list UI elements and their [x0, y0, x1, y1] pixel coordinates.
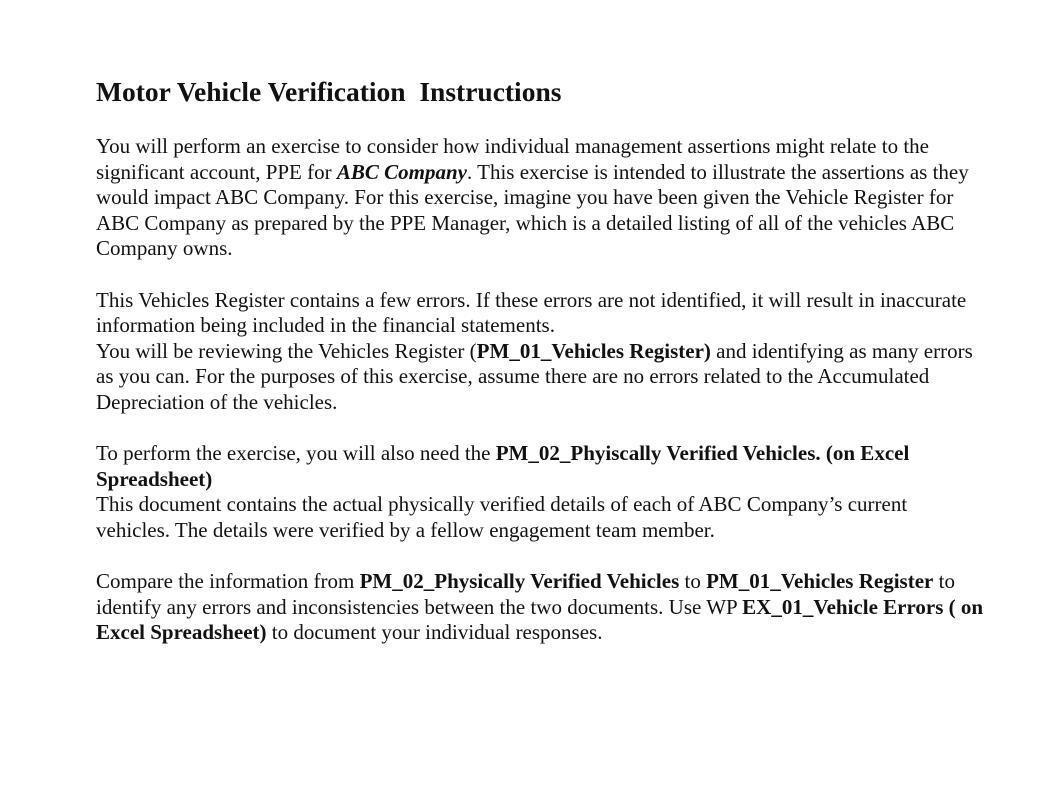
- compare-paragraph: [96, 569, 986, 646]
- perform-paragraph: [96, 441, 986, 492]
- compare-text-4: to document your individual responses.: [266, 620, 603, 645]
- compare-text-2: to: [679, 569, 707, 594]
- page-title: Motor Vehicle Verification Instructions: [96, 76, 562, 107]
- review-paragraph: [96, 339, 986, 416]
- intro-text-2: . This exercise is intended to illustrate the assertions as they would impact ABC Company. For this exercise, imagine you have been given the Vehicle Register for ABC Company as prepared by the PPE Manager, which is a detailed listing of all of the vehicles ABC Company owns.: [96, 159, 969, 261]
- paragraph-spacer: [96, 262, 986, 288]
- perform-text: To perform the exercise, you will also need the: [96, 441, 496, 466]
- vehicles-register-file: PM_01_Vehicles Register): [476, 338, 711, 363]
- compare-text-1: Compare the information from: [96, 569, 360, 594]
- details-text: This document contains the actual physically verified details of each of ABC Company’s current vehicles. The details were verified by a fellow engagement team member.: [96, 492, 908, 542]
- details-paragraph: [96, 492, 986, 543]
- errors-text: This Vehicles Register contains a few errors. If these errors are not identified, it will result in inaccurate information being included in the financial statements.: [96, 287, 967, 338]
- intro-paragraph: [96, 134, 986, 262]
- compare-text-3: to identify any errors and inconsistencies between the two documents. Use WP: [96, 569, 955, 619]
- document-page: [96, 76, 986, 646]
- verified-vehicles-file: PM_02_Phyiscally Verified Vehicles. (on Excel Spreadsheet): [96, 441, 910, 491]
- review-text-1: You will be reviewing the Vehicles Register (: [96, 338, 477, 363]
- errors-paragraph: [96, 288, 986, 339]
- review-text-2: and identifying as many errors as you can. For the purposes of this exercise, assume there are no errors related to the Accumulated Depreciation of the vehicles.: [96, 338, 973, 414]
- company-name: ABC Company: [336, 159, 467, 184]
- paragraph-spacer: [96, 416, 986, 442]
- intro-text-1: You will perform an exercise to consider how individual management assertions might relate to the significant account, PPE for: [96, 134, 929, 184]
- verified-vehicles-file-ref: PM_02_Physically Verified Vehicles: [359, 569, 680, 594]
- vehicle-errors-file: EX_01_Vehicle Errors ( on Excel Spreadsheet): [96, 594, 984, 645]
- paragraph-spacer: [96, 544, 986, 570]
- vehicles-register-file-ref: PM_01_Vehicles Register: [706, 569, 934, 594]
